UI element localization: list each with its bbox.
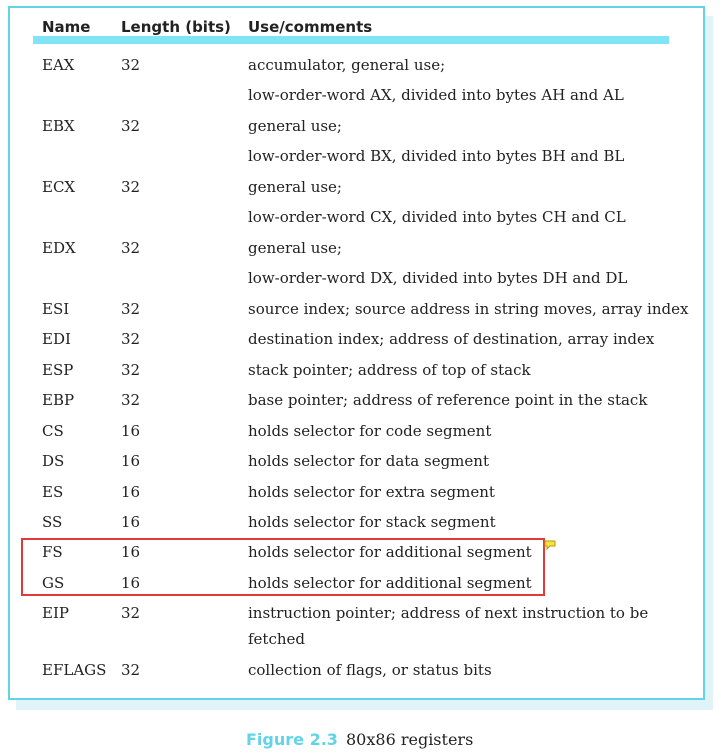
register-length: 32 (121, 661, 141, 679)
register-use: low-order-word DX, divided into bytes DH and DL (248, 269, 628, 287)
register-use: holds selector for additional segment (248, 574, 532, 592)
register-use: destination index; address of destination, array index (248, 330, 655, 348)
highlight-box (21, 538, 545, 596)
header-rule (33, 36, 669, 44)
register-name: ES (42, 483, 64, 501)
table-row (0, 324, 720, 354)
table-row (0, 507, 720, 537)
register-use: holds selector for stack segment (248, 513, 496, 531)
register-name: FS (42, 543, 63, 561)
register-length: 16 (121, 574, 141, 592)
register-use: holds selector for extra segment (248, 483, 495, 501)
register-use: holds selector for additional segment (248, 543, 532, 561)
table-row (0, 624, 720, 654)
table-row (0, 172, 720, 202)
table-row (0, 477, 720, 507)
register-use: fetched (248, 630, 305, 648)
register-name: EDX (42, 239, 76, 257)
figure-caption (0, 728, 720, 752)
register-use: source index; source address in string moves, array index (248, 300, 689, 318)
register-name: ECX (42, 178, 76, 196)
table-row (0, 385, 720, 415)
register-use: base pointer; address of reference point in the stack (248, 391, 648, 409)
table-row (0, 294, 720, 324)
register-name: CS (42, 422, 64, 440)
register-use: general use; (248, 117, 342, 135)
register-name: GS (42, 574, 65, 592)
header-name: Name (42, 18, 91, 36)
register-length: 32 (121, 239, 141, 257)
register-use: general use; (248, 178, 342, 196)
register-name: EBP (42, 391, 75, 409)
register-use: stack pointer; address of top of stack (248, 361, 531, 379)
register-name: EAX (42, 56, 75, 74)
table-row (0, 416, 720, 446)
register-length: 16 (121, 422, 141, 440)
register-length: 16 (121, 483, 141, 501)
table-row (0, 446, 720, 476)
register-length: 32 (121, 604, 141, 622)
table-row (0, 263, 720, 293)
register-use: low-order-word AX, divided into bytes AH and AL (248, 86, 624, 104)
header-use: Use/comments (248, 18, 373, 36)
register-name: ESP (42, 361, 74, 379)
table-row (0, 80, 720, 110)
table-row (0, 202, 720, 232)
table-row (0, 50, 720, 80)
register-use: low-order-word CX, divided into bytes CH and CL (248, 208, 626, 226)
comment-note-icon[interactable] (544, 540, 556, 550)
table-row (0, 355, 720, 385)
register-name: EFLAGS (42, 661, 107, 679)
register-length: 32 (121, 361, 141, 379)
table-row (0, 111, 720, 141)
register-length: 16 (121, 543, 141, 561)
register-length: 32 (121, 330, 141, 348)
header-length: Length (bits) (121, 18, 231, 36)
register-use: low-order-word BX, divided into bytes BH and BL (248, 147, 625, 165)
register-use: instruction pointer; address of next instruction to be (248, 604, 649, 622)
register-name: EBX (42, 117, 75, 135)
caption-label: Figure 2.3 (246, 730, 338, 749)
table-row (0, 233, 720, 263)
register-length: 32 (121, 178, 141, 196)
register-name: SS (42, 513, 63, 531)
caption-text: 80x86 registers (346, 730, 474, 749)
register-use: general use; (248, 239, 342, 257)
register-use: holds selector for data segment (248, 452, 489, 470)
register-use: collection of flags, or status bits (248, 661, 492, 679)
register-name: EDI (42, 330, 71, 348)
register-length: 32 (121, 117, 141, 135)
register-length: 32 (121, 56, 141, 74)
register-name: DS (42, 452, 65, 470)
table-row (0, 655, 720, 685)
register-name: ESI (42, 300, 70, 318)
register-length: 16 (121, 452, 141, 470)
register-length: 16 (121, 513, 141, 531)
register-length: 32 (121, 391, 141, 409)
register-use: holds selector for code segment (248, 422, 492, 440)
register-name: EIP (42, 604, 69, 622)
table-row (0, 141, 720, 171)
register-use: accumulator, general use; (248, 56, 446, 74)
register-length: 32 (121, 300, 141, 318)
